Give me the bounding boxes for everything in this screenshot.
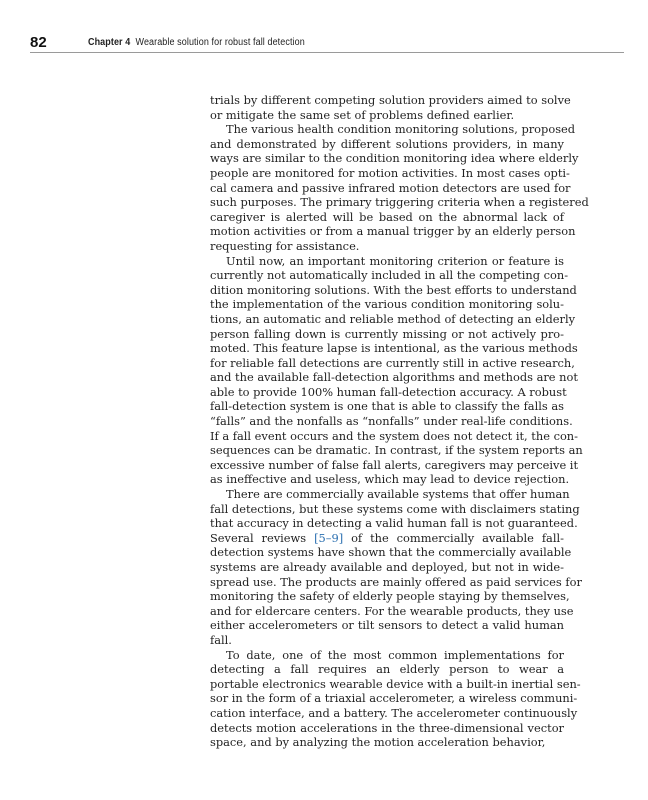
text-line: tions, an automatic and reliable method of detecting an elderly xyxy=(210,311,576,326)
text-line: or mitigate the same set of problems defined earlier. xyxy=(210,107,515,122)
text-line: either accelerometers or tilt sensors to detect a valid human xyxy=(210,618,564,633)
text-line: fall detections, but these systems come with disclaimers stating xyxy=(210,501,580,516)
text-line: and for eldercare centers. For the wearable products, they use xyxy=(210,603,574,618)
text-line: currently not automatically included in all the competing con- xyxy=(210,268,569,283)
text-line: such purposes. The primary triggering criteria when a registered xyxy=(210,195,589,210)
text-line: motion activities or from a manual trigger by an elderly person xyxy=(210,224,576,239)
paragraph xyxy=(210,487,582,648)
text-line: detection systems have shown that the commercially available xyxy=(210,545,572,560)
text-line: sor in the form of a triaxial accelerometer, a wireless communi- xyxy=(210,691,578,706)
running-header xyxy=(30,34,624,54)
text-line: people are monitored for motion activities. In most cases opti- xyxy=(210,165,570,180)
text-line: fall. xyxy=(210,632,232,647)
text-line: detects motion accelerations in the three-dimensional vector xyxy=(210,720,564,735)
running-head-text xyxy=(88,37,305,48)
text-line: systems are already available and deployed, but not in wide- xyxy=(210,560,564,574)
chapter-label: Chapter 4 xyxy=(88,37,131,48)
text-line: that accuracy in detecting a valid human fall is not guaranteed. xyxy=(210,516,578,531)
text-line: person falling down is currently missing or not actively pro- xyxy=(210,326,564,341)
text-line: To date, one of the most common implementations for xyxy=(226,647,564,662)
paragraph xyxy=(210,93,571,122)
text-line: and demonstrated by different solutions providers, in many xyxy=(210,136,564,151)
text-line: ways are similar to the condition monitoring idea where elderly xyxy=(210,151,579,166)
text-line: sequences can be dramatic. In contrast, if the system reports an xyxy=(210,443,583,458)
text-line: detecting a fall requires an elderly person to wear a xyxy=(210,662,564,677)
text-line: the implementation of the various condition monitoring solu- xyxy=(210,297,564,312)
text-line: Several reviews [5–9] of the commercially available fall- xyxy=(210,530,564,545)
text-line: moted. This feature lapse is intentional, as the various methods xyxy=(210,341,578,356)
text-line: requesting for assistance. xyxy=(210,238,360,253)
text-line: for reliable fall detections are currently still in active research, xyxy=(210,355,575,370)
text-line: fall-detection system is one that is able to classify the falls as xyxy=(210,399,564,414)
text-line: spread use. The products are mainly offered as paid services for xyxy=(210,574,582,589)
text-line: cal camera and passive infrared motion detectors are used for xyxy=(210,180,571,195)
paragraph xyxy=(210,253,583,488)
citation-link[interactable]: [5–9] xyxy=(314,530,344,545)
text-line: dition monitoring solutions. With the best efforts to understand xyxy=(210,282,577,297)
body-text xyxy=(210,93,589,750)
paragraph xyxy=(210,647,581,750)
page-number: 82 xyxy=(30,34,47,51)
text-line: Until now, an important monitoring criterion or feature is xyxy=(226,253,564,268)
text-line: portable electronics wearable device with a built-in inertial sen- xyxy=(210,676,581,691)
text-line: as ineffective and useless, which may lead to device rejection. xyxy=(210,472,570,487)
text-line: excessive number of false fall alerts, caregivers may perceive it xyxy=(210,457,579,472)
header-rule xyxy=(30,52,624,53)
text-line: If a fall event occurs and the system does not detect it, the con- xyxy=(210,428,578,443)
paragraph xyxy=(210,122,589,253)
text-line: The various health condition monitoring solutions, proposed xyxy=(226,122,576,137)
text-line: “falls” and the nonfalls as “nonfalls” under real-life conditions. xyxy=(210,414,573,429)
text-line: trials by different competing solution providers aimed to solve xyxy=(210,93,571,107)
text-line: space, and by analyzing the motion acceleration behavior, xyxy=(210,735,546,750)
text-line: There are commercially available systems that offer human xyxy=(226,487,570,502)
text-line: cation interface, and a battery. The accelerometer continuously xyxy=(210,705,578,720)
chapter-title: Wearable solution for robust fall detection xyxy=(135,37,305,48)
text-line: monitoring the safety of elderly people staying by themselves, xyxy=(210,589,570,604)
text-line: and the available fall-detection algorithms and methods are not xyxy=(210,370,578,385)
text-line: able to provide 100% human fall-detection accuracy. A robust xyxy=(210,384,567,399)
text-line: caregiver is alerted will be based on the abnormal lack of xyxy=(210,209,564,224)
